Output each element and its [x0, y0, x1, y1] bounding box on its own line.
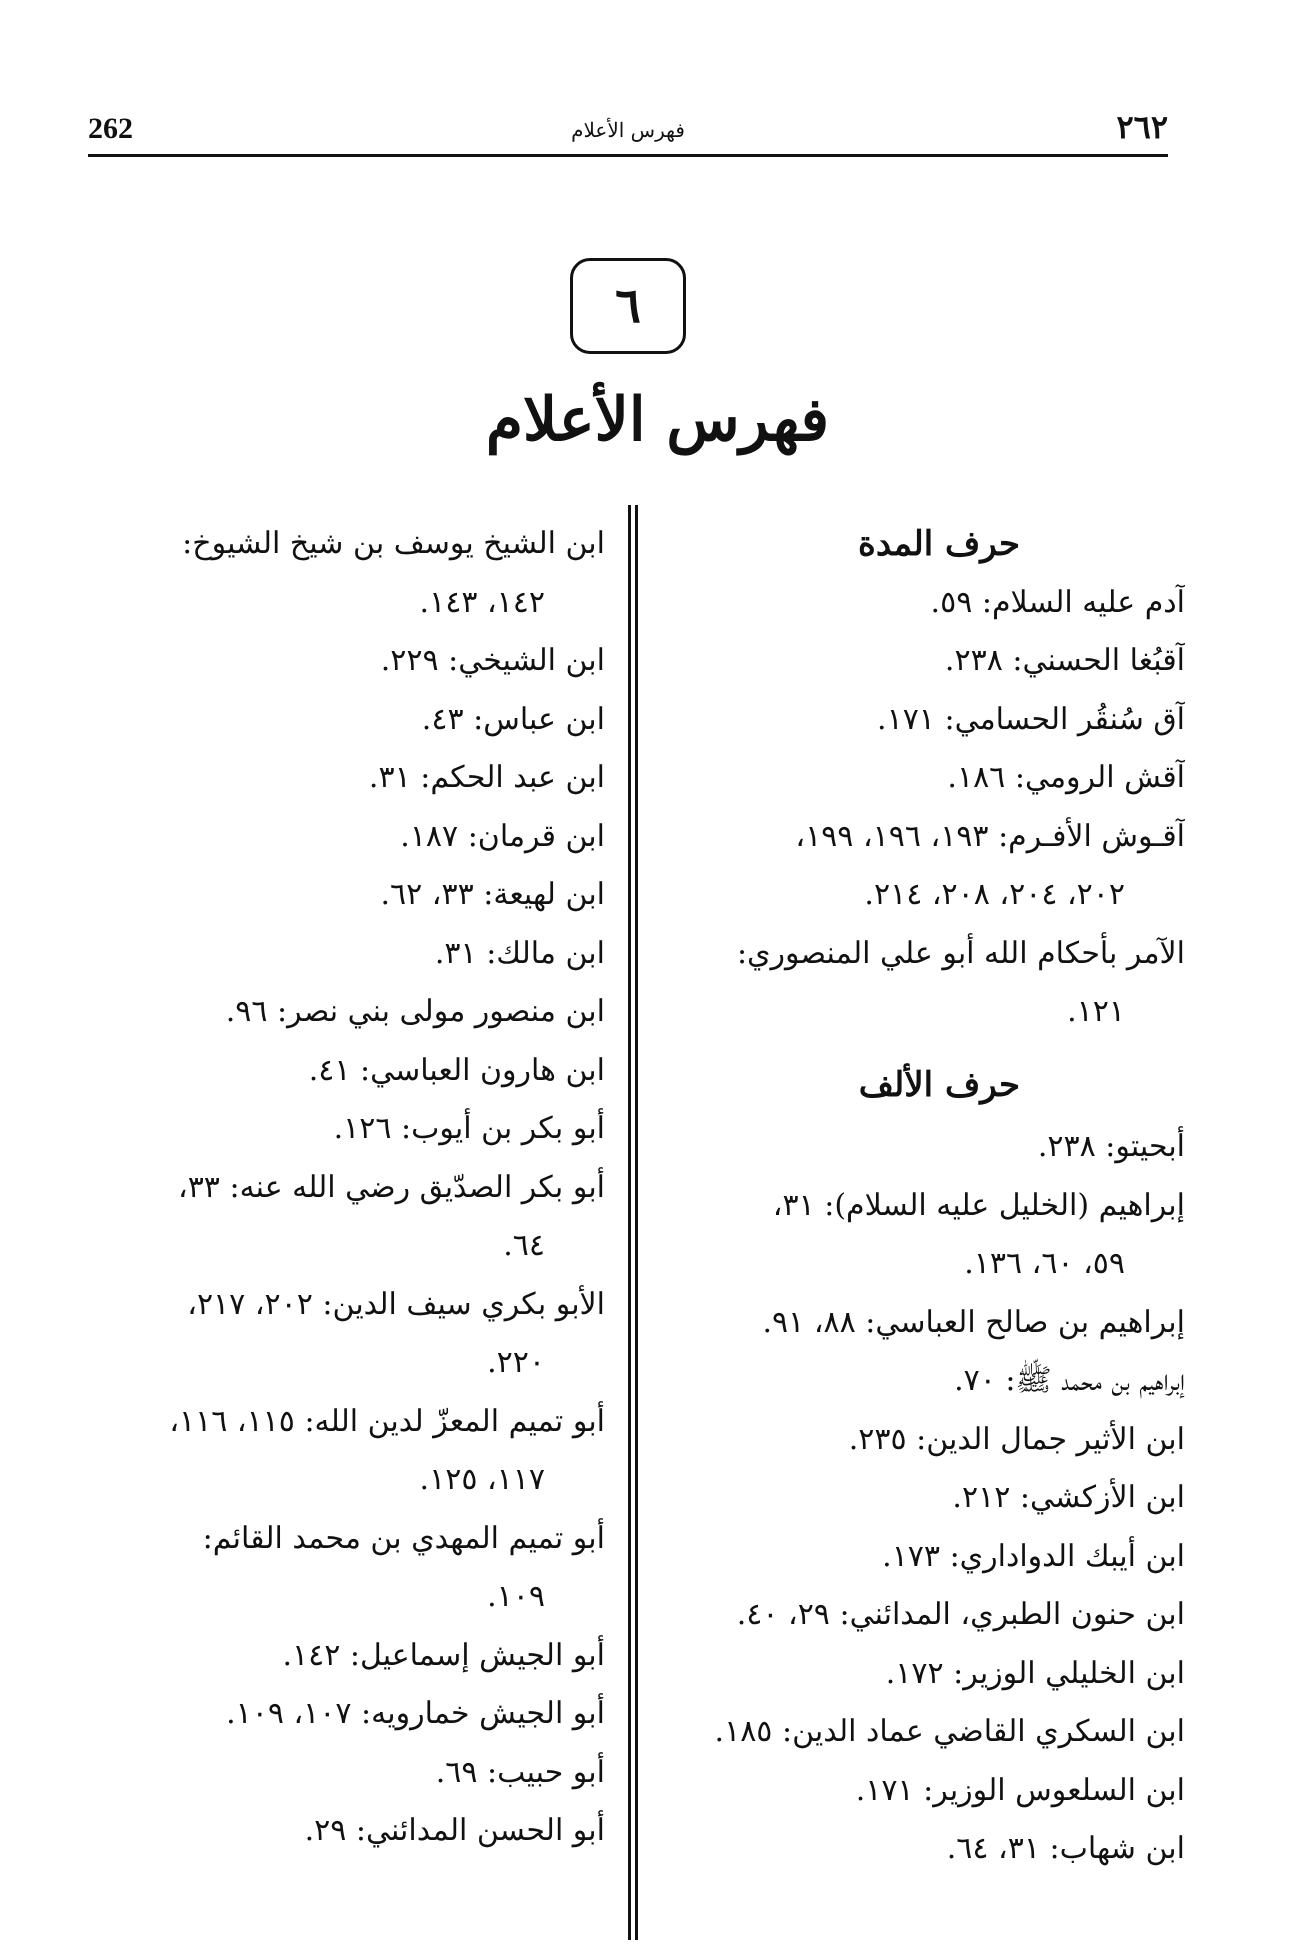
index-entry: ابن لهيعة: ٣٣، ٦٢.	[380, 877, 605, 912]
chapter-title: فهرس الأعلام	[485, 385, 830, 455]
index-entry: أبو بكر الصدّيق رضي الله عنه: ٣٣،	[178, 1169, 605, 1205]
index-entry: ابن الأثير جمال الدين: ٢٣٥.	[848, 1421, 1185, 1457]
page-number-arabic: ٢٦٢	[1116, 108, 1168, 146]
index-entry: آقش الرومي: ١٨٦.	[947, 760, 1185, 795]
index-entry: آدم عليه السلام: ٥٩.	[930, 584, 1185, 620]
index-entry-continuation: ٥٩، ٦٠، ١٣٦.	[964, 1246, 1125, 1281]
index-entry-continuation: ١٢١.	[1067, 994, 1125, 1029]
index-entry: الأبو بكري سيف الدين: ٢٠٢، ٢١٧،	[187, 1286, 605, 1322]
section-heading: حرف الألف	[858, 1064, 1020, 1105]
index-entry: أبو بكر بن أيوب: ١٢٦.	[333, 1111, 605, 1146]
index-entry: أبو تميم المهدي بن محمد القائم:	[202, 1520, 605, 1556]
index-entry-continuation: ٦٤.	[503, 1228, 545, 1263]
index-entry-continuation: ٢٠٢، ٢٠٤، ٢٠٨، ٢١٤.	[864, 877, 1125, 912]
section-heading: حرف المدة	[858, 524, 1020, 564]
running-title: فهرس الأعلام	[571, 118, 685, 142]
index-entry: ابن الشيخي: ٢٢٩.	[380, 643, 605, 678]
index-entry: أبحيتو: ٢٣٨.	[1037, 1129, 1185, 1164]
right-column	[665, 515, 1185, 1879]
index-entry: ابن منصور مولى بني نصر: ٩٦.	[225, 994, 605, 1029]
index-entry-continuation: ١١٧، ١٢٥.	[419, 1462, 545, 1497]
index-entry-continuation: ٢٢٠.	[487, 1345, 545, 1380]
index-entry: ابن شهاب: ٣١، ٦٤.	[946, 1831, 1185, 1866]
page-header	[88, 108, 1168, 157]
index-entry: ابن مالك: ٣١.	[434, 935, 605, 971]
index-entry: ابن الشيخ يوسف بن شيخ الشيوخ:	[182, 526, 605, 561]
page-number-latin: 262	[88, 112, 133, 145]
index-entry-continuation: ١٠٩.	[487, 1579, 545, 1614]
index-entry: أبو حبيب: ٦٩.	[435, 1754, 605, 1790]
index-entry: أبو تميم المعزّ لدين الله: ١١٥، ١١٦،	[169, 1403, 605, 1439]
index-entry: آق سُنقُر الحسامي: ١٧١.	[877, 701, 1185, 737]
index-entry: ابن السلعوس الوزير: ١٧١.	[855, 1772, 1185, 1808]
index-entry: ابن عباس: ٤٣.	[421, 701, 605, 737]
index-entry: ابن الخليلي الوزير: ١٧٢.	[885, 1655, 1185, 1691]
index-entry: أبو الجيش خمارويه: ١٠٧، ١٠٩.	[226, 1696, 605, 1731]
index-entry: ابن أيبك الدواداري: ١٧٣.	[882, 1538, 1185, 1574]
chapter-number-box	[570, 258, 686, 354]
index-entry-continuation: ١٤٢، ١٤٣.	[419, 584, 545, 620]
left-column	[95, 515, 605, 1861]
column-divider	[628, 505, 638, 1940]
index-entry: آقـوش الأفـرم: ١٩٣، ١٩٦، ١٩٩،	[795, 818, 1185, 854]
index-entry: إبراهيم بن محمد ﷺ: ٧٠.	[954, 1363, 1185, 1398]
index-entry: الآمر بأحكام الله أبو علي المنصوري:	[736, 935, 1185, 971]
index-entry: ابن عبد الحكم: ٣١.	[368, 760, 605, 795]
index-entry: أبو الجيش إسماعيل: ١٤٢.	[282, 1637, 605, 1673]
index-entry: إبراهيم (الخليل عليه السلام): ٣١،	[772, 1187, 1185, 1223]
index-entry: إبراهيم بن صالح العباسي: ٨٨، ٩١.	[762, 1304, 1185, 1340]
index-entry: ابن قرمان: ١٨٧.	[400, 818, 605, 854]
index-entry: أبو الحسن المدائني: ٢٩.	[304, 1813, 605, 1848]
index-entry: ابن هارون العباسي: ٤١.	[308, 1052, 605, 1088]
chapter-number: ٦	[615, 278, 641, 334]
index-entry: ابن السكري القاضي عماد الدين: ١٨٥.	[714, 1714, 1185, 1749]
index-entry: آقبُغا الحسني: ٢٣٨.	[944, 643, 1185, 678]
index-entry: ابن حنون الطبري، المدائني: ٢٩، ٤٠.	[736, 1597, 1185, 1632]
index-entry: ابن الأزكشي: ٢١٢.	[952, 1480, 1185, 1515]
